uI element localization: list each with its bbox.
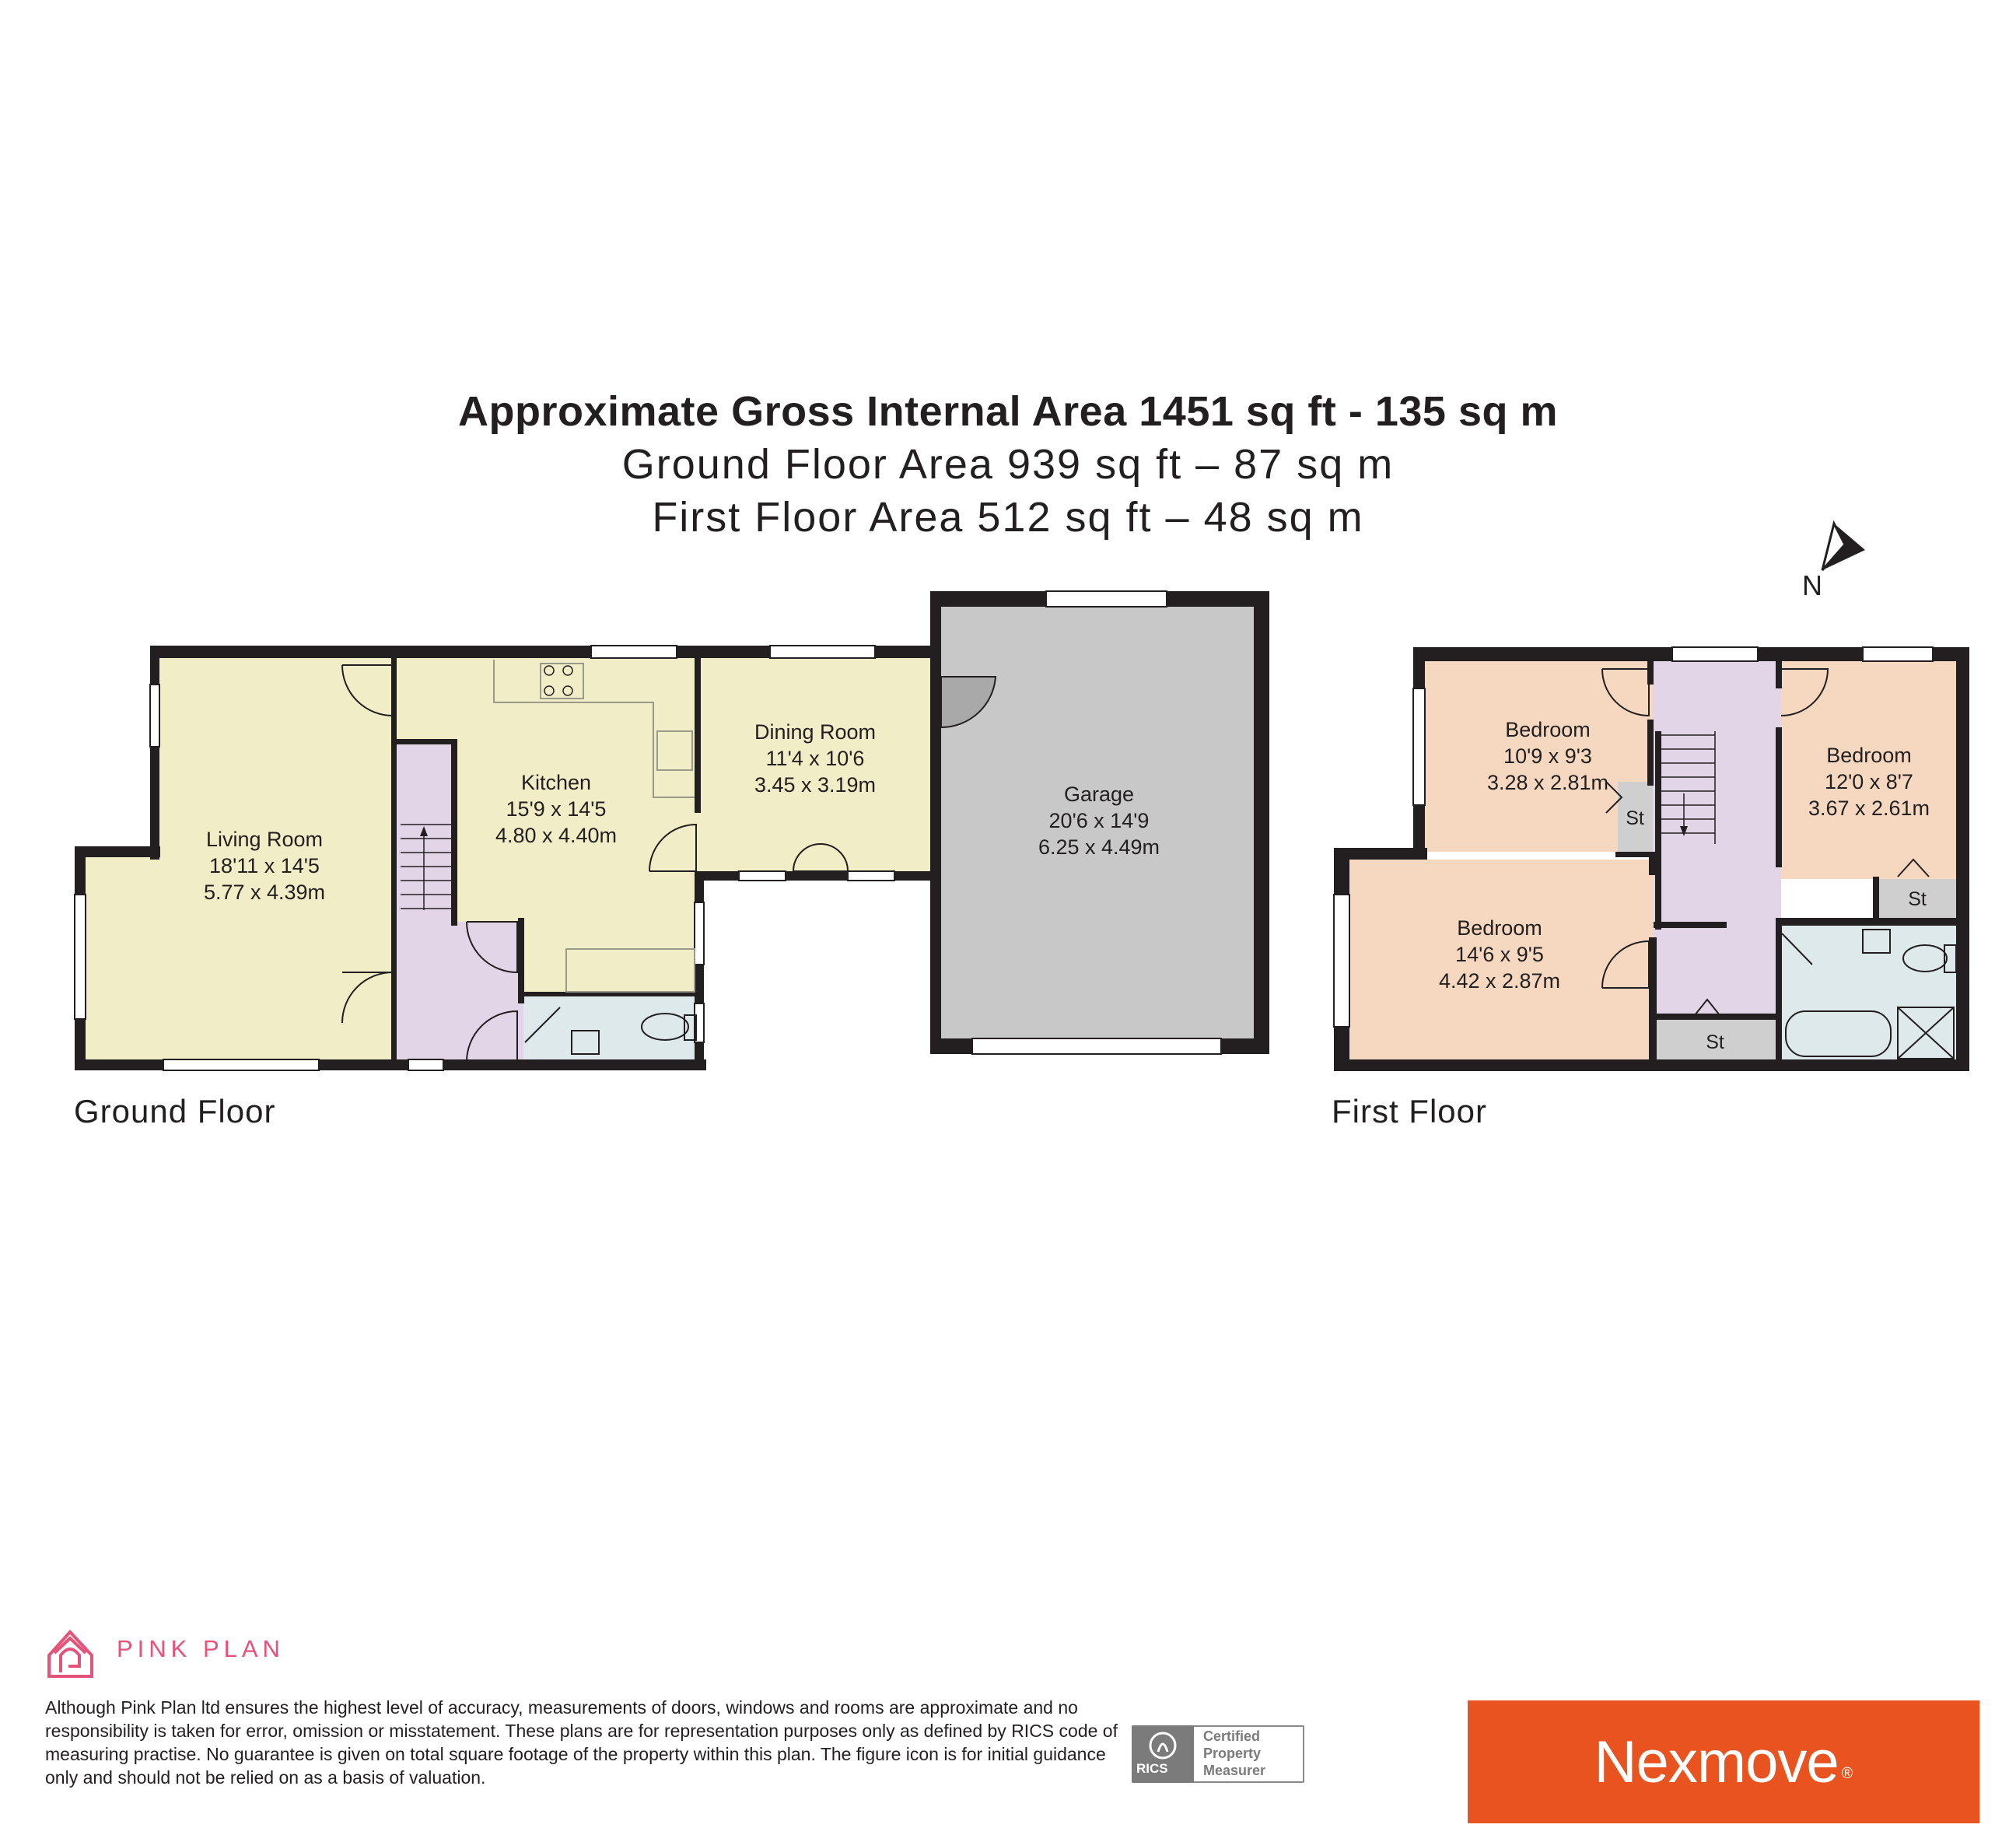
- ground-floor-caption: Ground Floor: [74, 1093, 276, 1129]
- rics-line-2: Property: [1203, 1746, 1262, 1761]
- living-room-name: Living Room: [205, 828, 324, 851]
- store-2-label: St: [1908, 888, 1927, 910]
- ground-floor-plan: [75, 591, 1269, 1070]
- bedroom-2-imperial: 12'0 x 8'7: [1825, 770, 1913, 793]
- dining-room-name: Dining Room: [754, 720, 877, 744]
- first-floor-plan: [1334, 647, 1969, 1071]
- rics-badge: [1132, 1725, 1304, 1783]
- kitchen-imperial: 15'9 x 14'5: [506, 797, 607, 821]
- dining-room-imperial: 11'4 x 10'6: [765, 747, 865, 770]
- pink-plan-logo-icon: [49, 1632, 92, 1676]
- north-arrow-icon: [1822, 524, 1865, 570]
- nexmove-name: Nexmove: [1594, 1728, 1839, 1795]
- bedroom-1-imperial: 10'9 x 9'3: [1503, 744, 1592, 768]
- landing-area: [1653, 661, 1781, 1019]
- living-room-metric: 5.77 x 4.39m: [203, 881, 326, 904]
- store-1-label: St: [1626, 807, 1644, 829]
- bedroom-1-metric: 3.28 x 2.81m: [1486, 771, 1609, 794]
- ground-hall-area: [397, 922, 523, 1062]
- ground-wc-area: [523, 996, 702, 1062]
- rics-logo-text: RICS: [1136, 1761, 1168, 1776]
- disclaimer: Although Pink Plan ltd ensures the highest level of accuracy, measurements of doors, windows and rooms are approximate and no responsibility is taken for error, omission or misstatement. These plans are for representation purposes only as defined by RICS code of measuring practise. No guarantee is given on total square footage of the property within this plan. The figure icon is for initial guidance only and should not be relied on as a basis of valuation.: [45, 1697, 1118, 1788]
- garage-name: Garage: [1063, 783, 1135, 806]
- compass-label: N: [1802, 569, 1822, 601]
- page-title: Approximate Gross Internal Area 1451 sq ft - 135 sq m: [458, 388, 1558, 435]
- rics-line-3: Measurer: [1203, 1763, 1266, 1778]
- pink-plan-brand: PINK PLAN: [117, 1635, 285, 1662]
- bedroom-2-name: Bedroom: [1826, 744, 1912, 767]
- kitchen-name: Kitchen: [520, 771, 592, 794]
- bedroom-3-metric: 4.42 x 2.87m: [1438, 969, 1561, 993]
- nexmove-logo: [1468, 1700, 1979, 1823]
- living-room-imperial: 18'11 x 14'5: [209, 854, 320, 877]
- bedroom-3-imperial: 14'6 x 9'5: [1455, 943, 1544, 966]
- kitchen-annex-area: [523, 871, 702, 996]
- kitchen-metric: 4.80 x 4.40m: [495, 824, 618, 847]
- bedroom-1-name: Bedroom: [1505, 718, 1591, 741]
- first-floor-area: First Floor Area 512 sq ft – 48 sq m: [652, 494, 1364, 541]
- rics-logo-icon: [1132, 1725, 1194, 1783]
- rics-line-1: Certified: [1203, 1728, 1261, 1744]
- garage-imperial: 20'6 x 14'9: [1048, 809, 1150, 832]
- dining-room-metric: 3.45 x 3.19m: [754, 773, 877, 797]
- first-floor-caption: First Floor: [1332, 1093, 1487, 1129]
- ground-floor-area: Ground Floor Area 939 sq ft – 87 sq m: [621, 441, 1395, 488]
- bedroom-3-name: Bedroom: [1457, 916, 1542, 940]
- store-3-label: St: [1706, 1031, 1724, 1053]
- nexmove-registered-mark: ®: [1841, 1764, 1853, 1782]
- garage-metric: 6.25 x 4.49m: [1038, 835, 1160, 859]
- bedroom-2-metric: 3.67 x 2.61m: [1808, 797, 1930, 820]
